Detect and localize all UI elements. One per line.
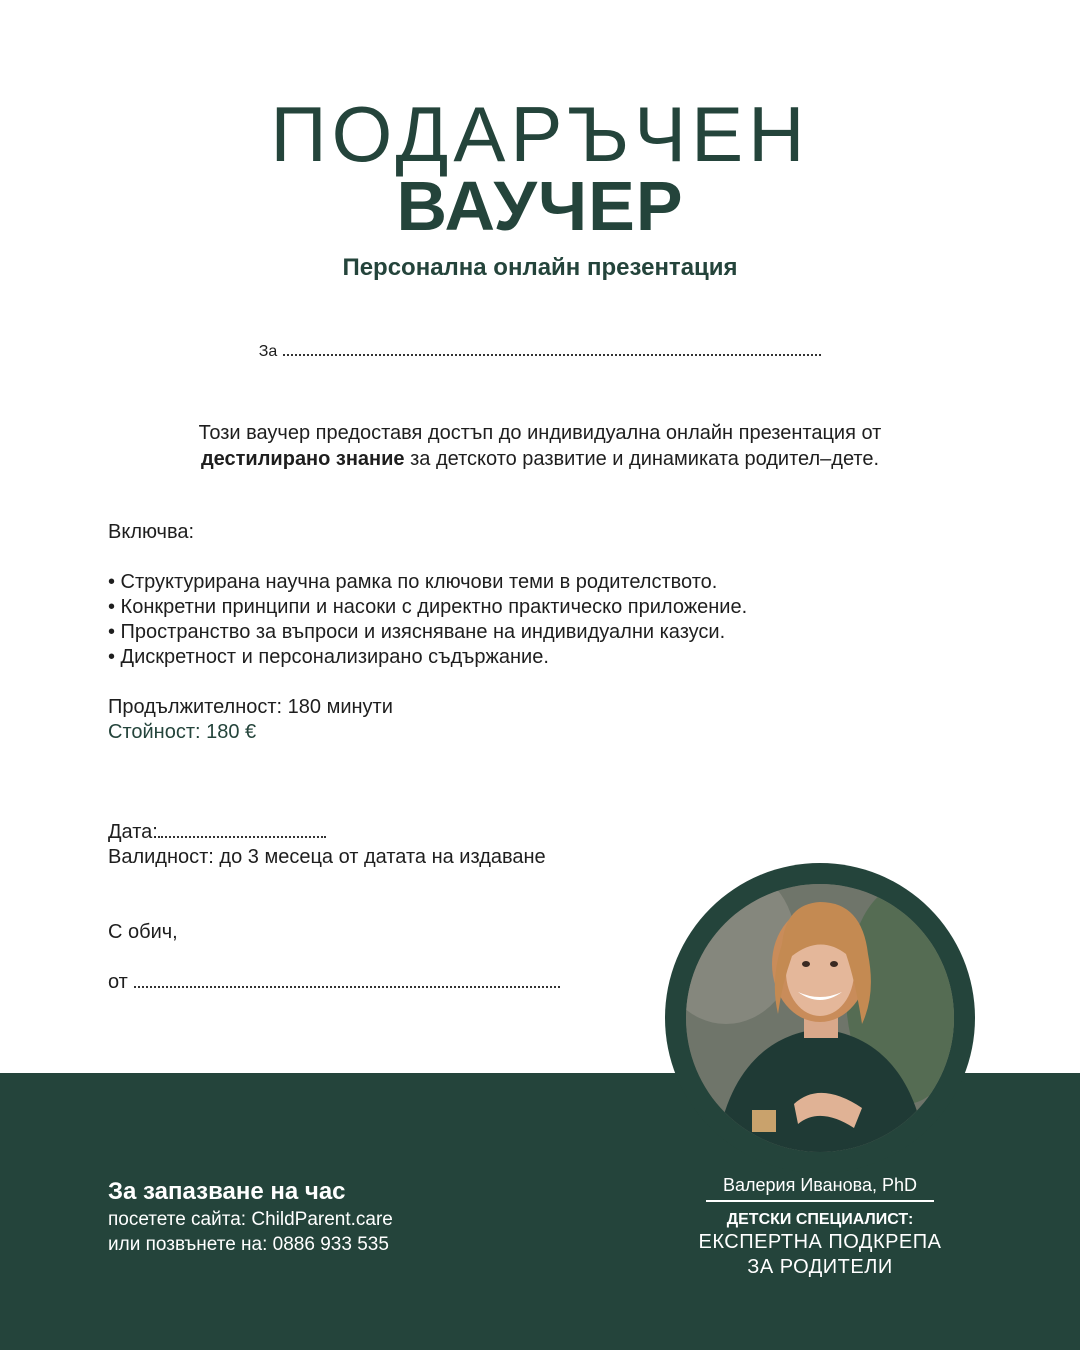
intro-line1: Този ваучер предоставя достъп до индивидуална онлайн презентация от [198,422,882,444]
list-item: • Дискретност и персонализирано съдържание. [108,646,549,668]
includes-label: Включва: [108,521,195,543]
intro-paragraph [100,420,980,472]
from-label: от [108,971,128,993]
list-item: • Структурирана научна рамка по ключови теми в родителството. [108,571,718,593]
booking-website: посетете сайта: ChildParent.care [108,1209,393,1230]
booking-phone: или позвънете на: 0886 933 535 [108,1234,389,1255]
intro-rest: за детското развитие и динамиката родител–дете. [404,448,880,470]
voucher-title-bold: ВАУЧЕР [396,167,684,245]
includes-list [108,570,747,670]
list-item: • Пространство за въпроси и изясняване на индивидуални казуси. [108,621,726,643]
validity-text: Валидност: до 3 месеца от датата на издаване [108,846,546,868]
booking-title: За запазване на час [108,1178,346,1205]
recipient-line [0,342,1080,362]
from-line [108,970,560,995]
voucher-title-light: ПОДАРЪЧЕН [270,90,810,178]
duration-text: Продължителност: 180 минути [108,696,393,718]
regards-text: С обич, [108,921,178,943]
voucher-subtitle: Персонална онлайн презентация [342,254,738,281]
date-label: Дата: [108,821,158,843]
recipient-label: За [258,343,278,360]
intro-bold: дестилирано знание [200,448,405,470]
recipient-blank [283,344,821,356]
specialist-role-line2: ЗА РОДИТЕЛИ [747,1256,893,1278]
price-text: Стойност: 180 € [108,721,257,743]
list-item: • Конкретни принципи и насоки с директно практическо приложение. [108,596,748,618]
date-line [108,820,326,845]
specialist-name: Валерия Иванова, PhD [723,1175,917,1195]
name-divider [706,1200,934,1202]
specialist-role-line1: ЕКСПЕРТНА ПОДКРЕПА [698,1231,942,1253]
from-blank [134,976,560,988]
specialist-photo [686,884,954,1152]
specialist-portrait-icon [686,884,954,1152]
date-blank [158,826,326,838]
specialist-role-bold: ДЕТСКИ СПЕЦИАЛИСТ: [726,1211,914,1228]
